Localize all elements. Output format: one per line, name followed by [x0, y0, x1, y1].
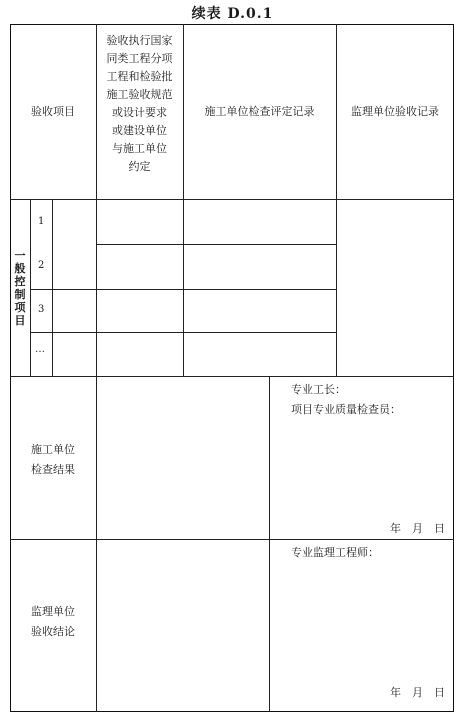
inspection-form-table	[10, 24, 454, 712]
supervising-engineer-signature-label: 专业监理工程师：	[291, 546, 379, 559]
col-divider	[96, 376, 97, 712]
col-divider	[336, 24, 337, 376]
row-divider	[10, 376, 454, 377]
row-number: 3	[38, 304, 45, 315]
header-standard-line: 工程和检验批	[106, 70, 173, 83]
row-number: …	[35, 344, 45, 355]
row-number: 1	[38, 216, 45, 227]
header-standard-line: 或建设单位	[112, 124, 167, 137]
table-title: 续表 D.0.1	[191, 6, 274, 22]
header-construction-record: 施工单位检查评定记录	[204, 105, 315, 118]
quality-inspector-signature-label: 项目专业质量检查员：	[291, 403, 401, 416]
label-char: 控	[14, 275, 26, 288]
supervision-conclusion-label	[10, 602, 96, 642]
label-line: 验收结论	[31, 625, 75, 638]
construction-result-label	[10, 440, 96, 480]
supervision-signers	[291, 543, 379, 563]
row-divider	[96, 244, 336, 245]
col-divider	[269, 376, 270, 712]
header-standard-line: 或设计要求	[112, 106, 167, 119]
header-standard-line: 验收执行国家	[106, 34, 173, 47]
header-standard-line: 与施工单位	[112, 142, 167, 155]
row-divider	[10, 539, 454, 540]
header-standard-line: 约定	[128, 160, 151, 173]
label-line: 监理单位	[31, 605, 75, 618]
construction-signers	[291, 380, 401, 420]
row-number: 2	[38, 260, 45, 271]
label-char: 目	[14, 314, 26, 327]
col-divider	[183, 24, 184, 376]
supervision-date: 年 月 日	[390, 686, 445, 699]
col-divider	[52, 199, 53, 376]
label-char: 项	[14, 301, 26, 314]
label-line: 施工单位	[31, 443, 75, 456]
col-divider	[30, 199, 31, 376]
header-supervision-record: 监理单位验收记录	[351, 105, 439, 118]
label-char: 一	[14, 249, 26, 262]
header-standard	[96, 32, 183, 176]
label-char: 般	[14, 262, 26, 275]
header-item: 验收项目	[31, 105, 75, 118]
general-items-label	[14, 249, 26, 327]
header-standard-line: 施工验收规范	[106, 88, 173, 101]
label-char: 制	[14, 288, 26, 301]
label-line: 检查结果	[31, 463, 75, 476]
header-standard-line: 同类工程分项	[106, 52, 173, 65]
construction-date: 年 月 日	[390, 522, 445, 535]
foreman-signature-label: 专业工长：	[291, 383, 346, 396]
row-divider	[10, 199, 454, 200]
